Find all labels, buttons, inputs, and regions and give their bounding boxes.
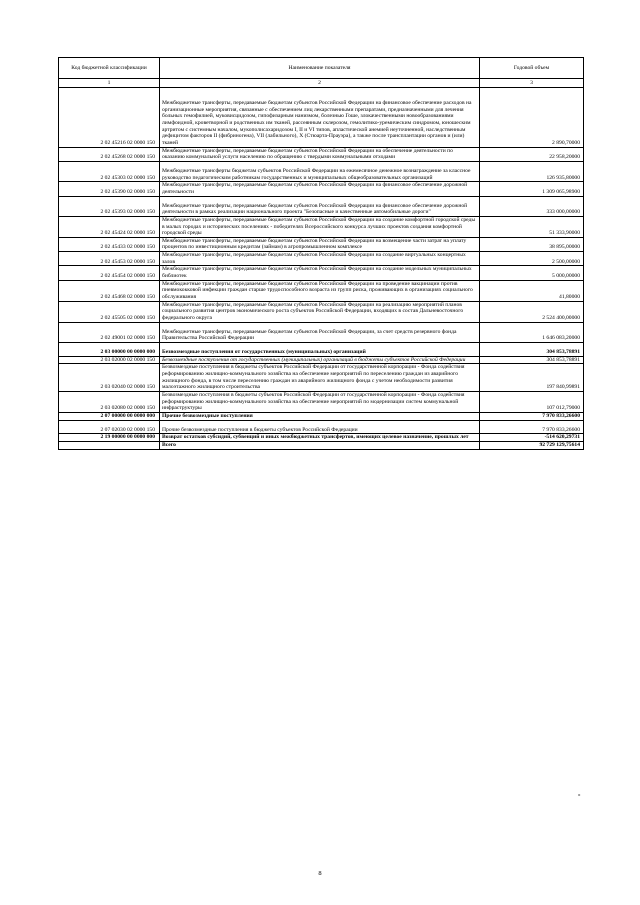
table-row [59,356,584,364]
row-name: Межбюджетные трансферты, передаваемые бюджетам субъектов Российской Федерации на финансовое обеспечение дорожной деятельности [160,182,480,196]
row-value: 38 895,00000 [480,237,584,251]
table-row [59,161,584,181]
row-code: 2 07 02030 02 0000 150 [59,420,160,434]
row-code: 2 03 02040 02 0000 150 [59,364,160,392]
col-number-1: 1 [59,79,160,88]
row-value: 197 840,99891 [480,364,584,392]
row-code: 2 02 45433 02 0000 150 [59,237,160,251]
col-number-2: 2 [160,79,480,88]
row-code: 2 19 00000 00 0000 000 [59,434,160,442]
row-code: 2 02 45424 02 0000 150 [59,216,160,237]
row-value: 2 890,70000 [480,88,584,148]
row-name: Прочие безвозмездные поступления в бюджеты субъектов Российской Федерации [160,420,480,434]
row-value: 22 958,20000 [480,147,584,161]
row-name: Безвозмездные поступления в бюджеты субъектов Российской Федерации от государственной корпорации - Фонда содействия реформированию жилищно-коммунального хозяйства на обеспечение мероприятий по модернизации систем коммунальной инфраструктуры [160,391,480,412]
table-row [59,147,584,161]
row-code: 2 02 45454 02 0000 150 [59,266,160,280]
row-code: 2 03 00000 00 0000 000 [59,343,160,357]
table-row [59,364,584,392]
row-name: Безвозмездные поступления в бюджеты субъектов Российской Федерации от государственной корпорации - Фонда содействия реформированию жилищно-коммунального хозяйства на обеспечение мероприятий по переселению граждан из аварийного жилищного фонда, в том числе переселению граждан из аварийного жилищного фонда с учетом необходимости развития малоэтажного жилищного строительства [160,364,480,392]
row-name: Межбюджетные трансферты, передаваемые бюджетам субъектов Российской Федерации на реализацию мероприятий планов социального развития центров экономического роста субъектов Российской Федерации, входящих в состав Дальневосточного федерального округа [160,301,480,322]
header-name: Наименование показателя [160,58,480,79]
table-row [59,322,584,342]
row-value: 304 853,78891 [480,356,584,364]
column-number-row [59,79,584,88]
row-name: Межбюджетные трансферты, передаваемые бюджетам субъектов Российской Федерации на возмещение части затрат на уплату процентов по инвестиционным кредитам (займам) в агропромышленном комплексе [160,237,480,251]
row-code: 2 02 45393 02 0000 150 [59,196,160,216]
row-name: Межбюджетные трансферты, передаваемые бюджетам субъектов Российской Федерации на обеспечение деятельности по оказанию коммунальной услуги населению по обращению с твердыми коммунальными отходами [160,147,480,161]
header-value: Годовой объем [480,58,584,79]
row-code: 2 03 02000 02 0000 150 [59,356,160,364]
table-row [59,196,584,216]
row-code: 2 02 45268 02 0000 150 [59,147,160,161]
row-code: 2 02 45390 02 0000 150 [59,182,160,196]
row-value: 7 970 833,26600 [480,412,584,420]
table-row [59,266,584,280]
row-value: -514 620,29731 [480,434,584,442]
table-row [59,441,584,449]
row-code: 2 02 45303 02 0000 150 [59,161,160,181]
row-name: Возврат остатков субсидий, субвенций и иных межбюджетных трансфертов, имеющих целевое назначение, прошлых лет [160,434,480,442]
row-name: Безвозмездные поступления от государственных (муниципальных) организаций в бюджеты субъектов Российской Федерации [160,356,480,364]
row-name: Межбюджетные трансферты, передаваемые бюджетам субъектов Российской Федерации на финансовое обеспечение дорожной деятельности в рамках реализации национального проекта "Безопасные и качественные автомобильные дороги" [160,196,480,216]
header-code: Код бюджетной классификации [59,58,160,79]
row-value: 333 000,00000 [480,196,584,216]
row-name: Межбюджетные трансферты бюджетам субъектов Российской Федерации на ежемесячное денежное вознаграждение за классное руководство педагогическим работникам государственных и муниципальных общеобразовательных организаций [160,161,480,181]
table-row [59,237,584,251]
row-code: 2 02 45468 02 0000 150 [59,280,160,301]
row-code: 2 02 45216 02 0000 150 [59,88,160,148]
table-row [59,182,584,196]
row-code: 2 02 49001 02 0000 150 [59,322,160,342]
table-row [59,301,584,322]
row-value: 7 970 833,26600 [480,420,584,434]
row-code: 2 02 45453 02 0000 150 [59,252,160,266]
row-name: Прочие безвозмездные поступления [160,412,480,420]
row-code: 2 02 45505 02 0000 150 [59,301,160,322]
row-name: Межбюджетные трансферты, передаваемые бюджетам субъектов Российской Федерации на создание комфортной городской среды в малых городах и исторических поселениях - победителях Всероссийского конкурса лучших проектов создания комфортной городской среды [160,216,480,237]
row-value: 1 646 083,20000 [480,322,584,342]
row-value: 41,80000 [480,280,584,301]
row-name: Межбюджетные трансферты, передаваемые бюджетам субъектов Российской Федерации на создание виртуальных концертных залов [160,252,480,266]
table-row [59,420,584,434]
table-header-row [59,58,584,79]
row-name: Межбюджетные трансферты, передаваемые бюджетам субъектов Российской Федерации, за счет средств резервного фонда Правительства Российской Федерации [160,322,480,342]
col-number-3: 3 [480,79,584,88]
row-value: 2 524 400,00000 [480,301,584,322]
table-row [59,434,584,442]
row-value: 2 500,00000 [480,252,584,266]
row-value: 304 853,78891 [480,343,584,357]
row-value: 92 729 129,75614 [480,441,584,449]
budget-table-page [58,57,583,450]
table-row [59,280,584,301]
page-number: 8 [318,870,322,877]
continuation-mark: » [578,793,581,798]
row-value: 126 935,80000 [480,161,584,181]
table-row [59,216,584,237]
row-code: 2 07 00000 00 0000 000 [59,412,160,420]
row-name: Межбюджетные трансферты, передаваемые бюджетам субъектов Российской Федерации на создание модельных муниципальных библиотек [160,266,480,280]
row-name: Безвозмездные поступления от государственных (муниципальных) организаций [160,343,480,357]
row-code: 2 03 02080 02 0000 150 [59,391,160,412]
table-row [59,412,584,420]
row-name: Всего [160,441,480,449]
row-value: 5 000,00000 [480,266,584,280]
row-value: 107 012,79000 [480,391,584,412]
row-name: Межбюджетные трансферты, передаваемые бюджетам субъектов Российской Федерации на финансовое обеспечение расходов на организационные мероприятия, связанные с обеспечением лиц лекарственными препаратами, предназначенными для лечения больных гемофилией, муковисцидозом, гипофизарным нанизмом, болезнью Гоше, злокачественными новообразованиями лимфоидной, кроветворной и родственных им тканей, рассеянным склерозом, гемолитико-уремическим синдромом, юношеским артритом с системным началом, мукополисахаридозом I, II и VI типов, апластической анемией неуточненной, наследственным дефицитом факторов II (фибриногена), VII (лабильного), X (Стюарта-Прауэра), а также после трансплантации органов и (или) тканей [160,88,480,148]
row-name: Межбюджетные трансферты, передаваемые бюджетам субъектов Российской Федерации на проведение вакцинации против пневмококковой инфекции граждан старше трудоспособного возраста из групп риска, проживающих в организациях социального обслуживания [160,280,480,301]
table-row [59,88,584,148]
table-row [59,391,584,412]
table-row [59,252,584,266]
row-value: 1 309 065,98900 [480,182,584,196]
row-value: 51 333,90000 [480,216,584,237]
row-code [59,441,160,449]
table-row [59,343,584,357]
budget-revenue-table [58,57,584,450]
